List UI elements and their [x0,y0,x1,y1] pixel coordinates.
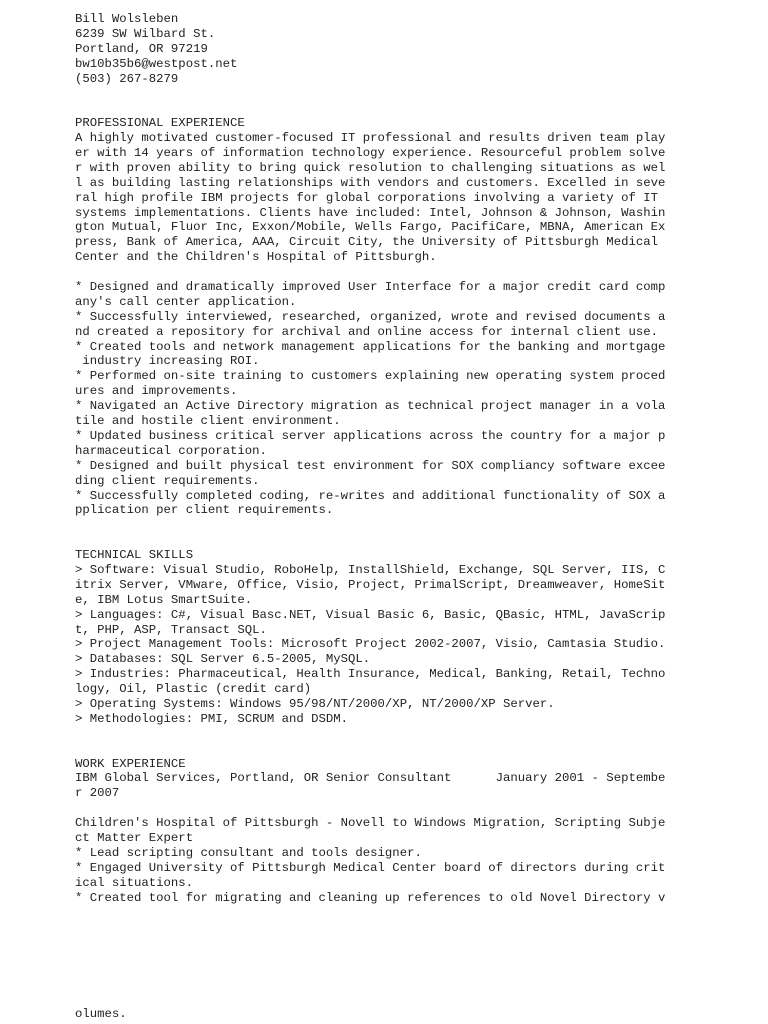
project-line: Children's Hospital of Pittsburgh - Novell to Windows Migration, Scripting Subje [75,816,666,831]
project-line: ct Matter Expert [75,830,194,845]
bullet-line: * Performed on-site training to customers explaining new operating system proced [75,369,666,384]
section-heading: PROFESSIONAL EXPERIENCE [75,116,245,131]
bullet-line: harmaceutical corporation. [75,443,267,458]
contact-block [75,12,675,86]
project-line: * Engaged University of Pittsburgh Medical Center board of directors during crit [75,860,666,875]
spacer [75,518,675,533]
bullet-line: * Successfully completed coding, re-writes and additional functionality of SOX a [75,488,666,503]
project-line: * Created tool for migrating and cleaning up references to old Novel Directory v [75,890,666,905]
summary-line: er with 14 years of information technology experience. Resourceful problem solve [75,146,666,161]
bullet-line: * Designed and dramatically improved User Interface for a major credit card comp [75,280,666,295]
resume-document [75,12,675,905]
job-line: IBM Global Services, Portland, OR Senior Consultant January 2001 - Septembe [75,771,666,786]
skill-line: itrix Server, VMware, Office, Visio, Project, PrimalScript, Dreamweaver, HomeSit [75,577,666,592]
bullet-line: * Updated business critical server applications across the country for a major p [75,428,666,443]
spacer [75,727,675,742]
skill-line: > Industries: Pharmaceutical, Health Insurance, Medical, Banking, Retail, Techno [75,667,666,682]
skill-line: e, IBM Lotus SmartSuite. [75,592,253,607]
summary-line: A highly motivated customer-focused IT professional and results driven team play [75,131,666,146]
bullet-line: * Designed and built physical test environment for SOX compliancy software excee [75,458,666,473]
summary-line: systems implementations. Clients have included: Intel, Johnson & Johnson, Washin [75,205,666,220]
spacer [75,533,675,548]
skill-line: > Operating Systems: Windows 95/98/NT/2000/XP, NT/2000/XP Server. [75,696,555,711]
summary-line: r with proven ability to bring quick resolution to challenging situations as wel [75,160,666,175]
spacer [75,101,675,116]
skill-line: > Languages: C#, Visual Basc.NET, Visual Basic 6, Basic, QBasic, HTML, JavaScrip [75,607,666,622]
bullet-line: tile and hostile client environment. [75,414,341,429]
project-line: * Lead scripting consultant and tools designer. [75,845,422,860]
bullet-line: * Created tools and network management applications for the banking and mortgage [75,339,666,354]
spacer [75,86,675,101]
bullet-line: ding client requirements. [75,473,260,488]
summary-line: press, Bank of America, AAA, Circuit City, the University of Pittsburgh Medical [75,235,658,250]
bullet-line: industry increasing ROI. [75,354,260,369]
contact-name: Bill Wolsleben [75,12,179,26]
summary-line: gton Mutual, Fluor Inc, Exxon/Mobile, Wells Fargo, PacifiCare, MBNA, American Ex [75,220,666,235]
skill-line: > Methodologies: PMI, SCRUM and DSDM. [75,711,349,726]
summary-line: ral high profile IBM projects for global corporations involving a variety of IT [75,190,658,205]
contact-email: bw10b35b6@westpost.net [75,56,238,71]
bullet-line: any's call center application. [75,294,297,309]
summary-line: l as building lasting relationships with vendors and customers. Excelled in seve [75,175,666,190]
contact-city: Portland, OR 97219 [75,41,208,56]
contact-phone: (503) 267-8279 [75,71,179,86]
bullet-line: * Successfully interviewed, researched, organized, wrote and revised documents a [75,309,666,324]
section-heading: TECHNICAL SKILLS [75,548,194,563]
contact-street: 6239 SW Wilbard St. [75,26,216,41]
skill-line: > Project Management Tools: Microsoft Project 2002-2007, Visio, Camtasia Studio. [75,637,666,652]
professional-section [75,116,675,518]
section-heading: WORK EXPERIENCE [75,756,186,771]
work-section [75,757,675,906]
spacer [75,801,675,816]
spacer [75,742,675,757]
summary-line: Center and the Children's Hospital of Pittsburgh. [75,250,437,265]
skill-line: logy, Oil, Plastic (credit card) [75,682,312,697]
project-line: ical situations. [75,875,194,890]
technical-section [75,548,675,727]
skill-line: > Software: Visual Studio, RoboHelp, InstallShield, Exchange, SQL Server, IIS, C [75,562,666,577]
skill-line: t, PHP, ASP, Transact SQL. [75,622,267,637]
bullet-line: pplication per client requirements. [75,503,334,518]
bullet-line: ures and improvements. [75,384,238,399]
bullet-line: nd created a repository for archival and online access for internal client use. [75,324,658,339]
bullet-line: * Navigated an Active Directory migration as technical project manager in a vola [75,399,666,414]
skill-line: > Databases: SQL Server 6.5-2005, MySQL. [75,652,371,667]
job-line: r 2007 [75,786,120,801]
page-tail-line: olumes. [75,1007,127,1021]
spacer [75,265,675,280]
